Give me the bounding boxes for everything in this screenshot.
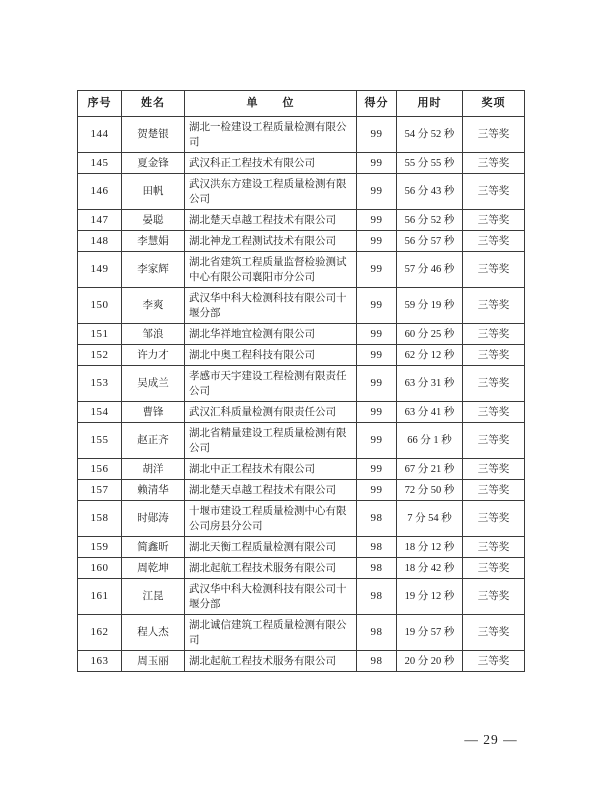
table-row [78,174,525,210]
cell-time: 56 分 57 秒 [397,231,463,252]
table-row [78,252,525,288]
cell-serial: 160 [78,558,122,579]
table-row [78,345,525,366]
cell-award: 三等奖 [463,288,525,324]
cell-time: 63 分 31 秒 [397,366,463,402]
table-row [78,615,525,651]
cell-award: 三等奖 [463,174,525,210]
cell-org: 湖北起航工程技术服务有限公司 [185,558,357,579]
table-row [78,423,525,459]
table-row [78,402,525,423]
cell-score: 99 [357,174,397,210]
cell-score: 99 [357,402,397,423]
cell-score: 99 [357,153,397,174]
cell-name: 周乾坤 [122,558,185,579]
cell-serial: 162 [78,615,122,651]
cell-org: 湖北一检建设工程质量检测有限公司 [185,117,357,153]
cell-org: 武汉汇科质量检测有限责任公司 [185,402,357,423]
table-row [78,117,525,153]
cell-name: 李慧娟 [122,231,185,252]
cell-award: 三等奖 [463,480,525,501]
cell-serial: 158 [78,501,122,537]
cell-serial: 161 [78,579,122,615]
cell-time: 18 分 12 秒 [397,537,463,558]
table-row [78,324,525,345]
cell-score: 99 [357,231,397,252]
cell-serial: 144 [78,117,122,153]
cell-score: 98 [357,579,397,615]
cell-score: 98 [357,651,397,672]
table-row [78,210,525,231]
cell-score: 99 [357,210,397,231]
cell-time: 19 分 57 秒 [397,615,463,651]
cell-time: 59 分 19 秒 [397,288,463,324]
cell-org: 湖北楚天卓越工程技术有限公司 [185,480,357,501]
cell-org: 湖北天衡工程质量检测有限公司 [185,537,357,558]
cell-time: 57 分 46 秒 [397,252,463,288]
table-row [78,537,525,558]
header-name: 姓名 [122,91,185,117]
cell-serial: 163 [78,651,122,672]
cell-award: 三等奖 [463,345,525,366]
cell-serial: 152 [78,345,122,366]
cell-name: 赵正齐 [122,423,185,459]
cell-org: 武汉华中科大检测科技有限公司十堰分部 [185,579,357,615]
cell-score: 99 [357,252,397,288]
cell-org: 武汉华中科大检测科技有限公司十堰分部 [185,288,357,324]
cell-time: 63 分 41 秒 [397,402,463,423]
cell-award: 三等奖 [463,366,525,402]
cell-serial: 149 [78,252,122,288]
cell-time: 18 分 42 秒 [397,558,463,579]
cell-time: 19 分 12 秒 [397,579,463,615]
cell-award: 三等奖 [463,651,525,672]
cell-time: 60 分 25 秒 [397,324,463,345]
table-row [78,501,525,537]
cell-time: 55 分 55 秒 [397,153,463,174]
cell-time: 7 分 54 秒 [397,501,463,537]
cell-award: 三等奖 [463,423,525,459]
cell-time: 66 分 1 秒 [397,423,463,459]
cell-name: 晏聪 [122,210,185,231]
cell-name: 简鑫昕 [122,537,185,558]
results-table-body [78,117,525,672]
cell-score: 99 [357,480,397,501]
cell-name: 江昆 [122,579,185,615]
cell-award: 三等奖 [463,117,525,153]
cell-org: 湖北省精量建设工程质量检测有限公司 [185,423,357,459]
cell-name: 贺楚银 [122,117,185,153]
page-number: — 29 — [464,732,518,747]
cell-name: 程人杰 [122,615,185,651]
cell-serial: 153 [78,366,122,402]
header-time: 用时 [397,91,463,117]
cell-name: 胡洋 [122,459,185,480]
cell-org: 武汉洪东方建设工程质量检测有限公司 [185,174,357,210]
cell-award: 三等奖 [463,153,525,174]
cell-score: 99 [357,345,397,366]
cell-name: 李爽 [122,288,185,324]
cell-name: 许力才 [122,345,185,366]
cell-org: 湖北中正工程技术有限公司 [185,459,357,480]
cell-score: 99 [357,366,397,402]
cell-org: 湖北省建筑工程质量监督检验测试中心有限公司襄阳市分公司 [185,252,357,288]
cell-org: 湖北华祥地宜检测有限公司 [185,324,357,345]
table-header-row [78,91,525,117]
cell-serial: 147 [78,210,122,231]
cell-score: 99 [357,117,397,153]
cell-award: 三等奖 [463,579,525,615]
table-row [78,558,525,579]
table-row [78,366,525,402]
cell-score: 98 [357,558,397,579]
table-row [78,579,525,615]
cell-score: 99 [357,423,397,459]
cell-org: 武汉科正工程技术有限公司 [185,153,357,174]
cell-time: 72 分 50 秒 [397,480,463,501]
cell-award: 三等奖 [463,324,525,345]
results-table [77,90,525,672]
cell-serial: 156 [78,459,122,480]
cell-score: 99 [357,459,397,480]
table-row [78,153,525,174]
header-award: 奖项 [463,91,525,117]
cell-time: 20 分 20 秒 [397,651,463,672]
cell-name: 时郧涛 [122,501,185,537]
cell-name: 夏金锋 [122,153,185,174]
cell-org: 湖北楚天卓越工程技术有限公司 [185,210,357,231]
cell-award: 三等奖 [463,501,525,537]
cell-org: 孝感市天宇建设工程检测有限责任公司 [185,366,357,402]
cell-serial: 145 [78,153,122,174]
cell-org: 湖北起航工程技术服务有限公司 [185,651,357,672]
cell-time: 56 分 52 秒 [397,210,463,231]
cell-award: 三等奖 [463,210,525,231]
cell-score: 98 [357,615,397,651]
header-score: 得分 [357,91,397,117]
cell-serial: 148 [78,231,122,252]
cell-name: 吴成兰 [122,366,185,402]
header-serial: 序号 [78,91,122,117]
cell-score: 98 [357,501,397,537]
cell-serial: 146 [78,174,122,210]
cell-name: 周玉丽 [122,651,185,672]
cell-award: 三等奖 [463,252,525,288]
table-row [78,231,525,252]
cell-score: 99 [357,288,397,324]
cell-time: 62 分 12 秒 [397,345,463,366]
cell-time: 56 分 43 秒 [397,174,463,210]
cell-time: 67 分 21 秒 [397,459,463,480]
cell-name: 田帆 [122,174,185,210]
table-row [78,288,525,324]
cell-serial: 155 [78,423,122,459]
cell-org: 湖北中奥工程科技有限公司 [185,345,357,366]
cell-name: 李家辉 [122,252,185,288]
table-row [78,459,525,480]
header-org: 单 位 [185,91,357,117]
cell-award: 三等奖 [463,402,525,423]
cell-time: 54 分 52 秒 [397,117,463,153]
cell-org: 湖北神龙工程测试技术有限公司 [185,231,357,252]
cell-award: 三等奖 [463,537,525,558]
cell-org: 湖北诚信建筑工程质量检测有限公司 [185,615,357,651]
table-row [78,480,525,501]
cell-score: 98 [357,537,397,558]
cell-award: 三等奖 [463,459,525,480]
cell-serial: 150 [78,288,122,324]
cell-serial: 157 [78,480,122,501]
cell-award: 三等奖 [463,558,525,579]
cell-score: 99 [357,324,397,345]
cell-serial: 154 [78,402,122,423]
cell-serial: 159 [78,537,122,558]
cell-award: 三等奖 [463,231,525,252]
cell-name: 曹锋 [122,402,185,423]
cell-org: 十堰市建设工程质量检测中心有限公司房县分公司 [185,501,357,537]
table-row [78,651,525,672]
cell-name: 赖清华 [122,480,185,501]
cell-name: 邹浪 [122,324,185,345]
cell-serial: 151 [78,324,122,345]
cell-award: 三等奖 [463,615,525,651]
